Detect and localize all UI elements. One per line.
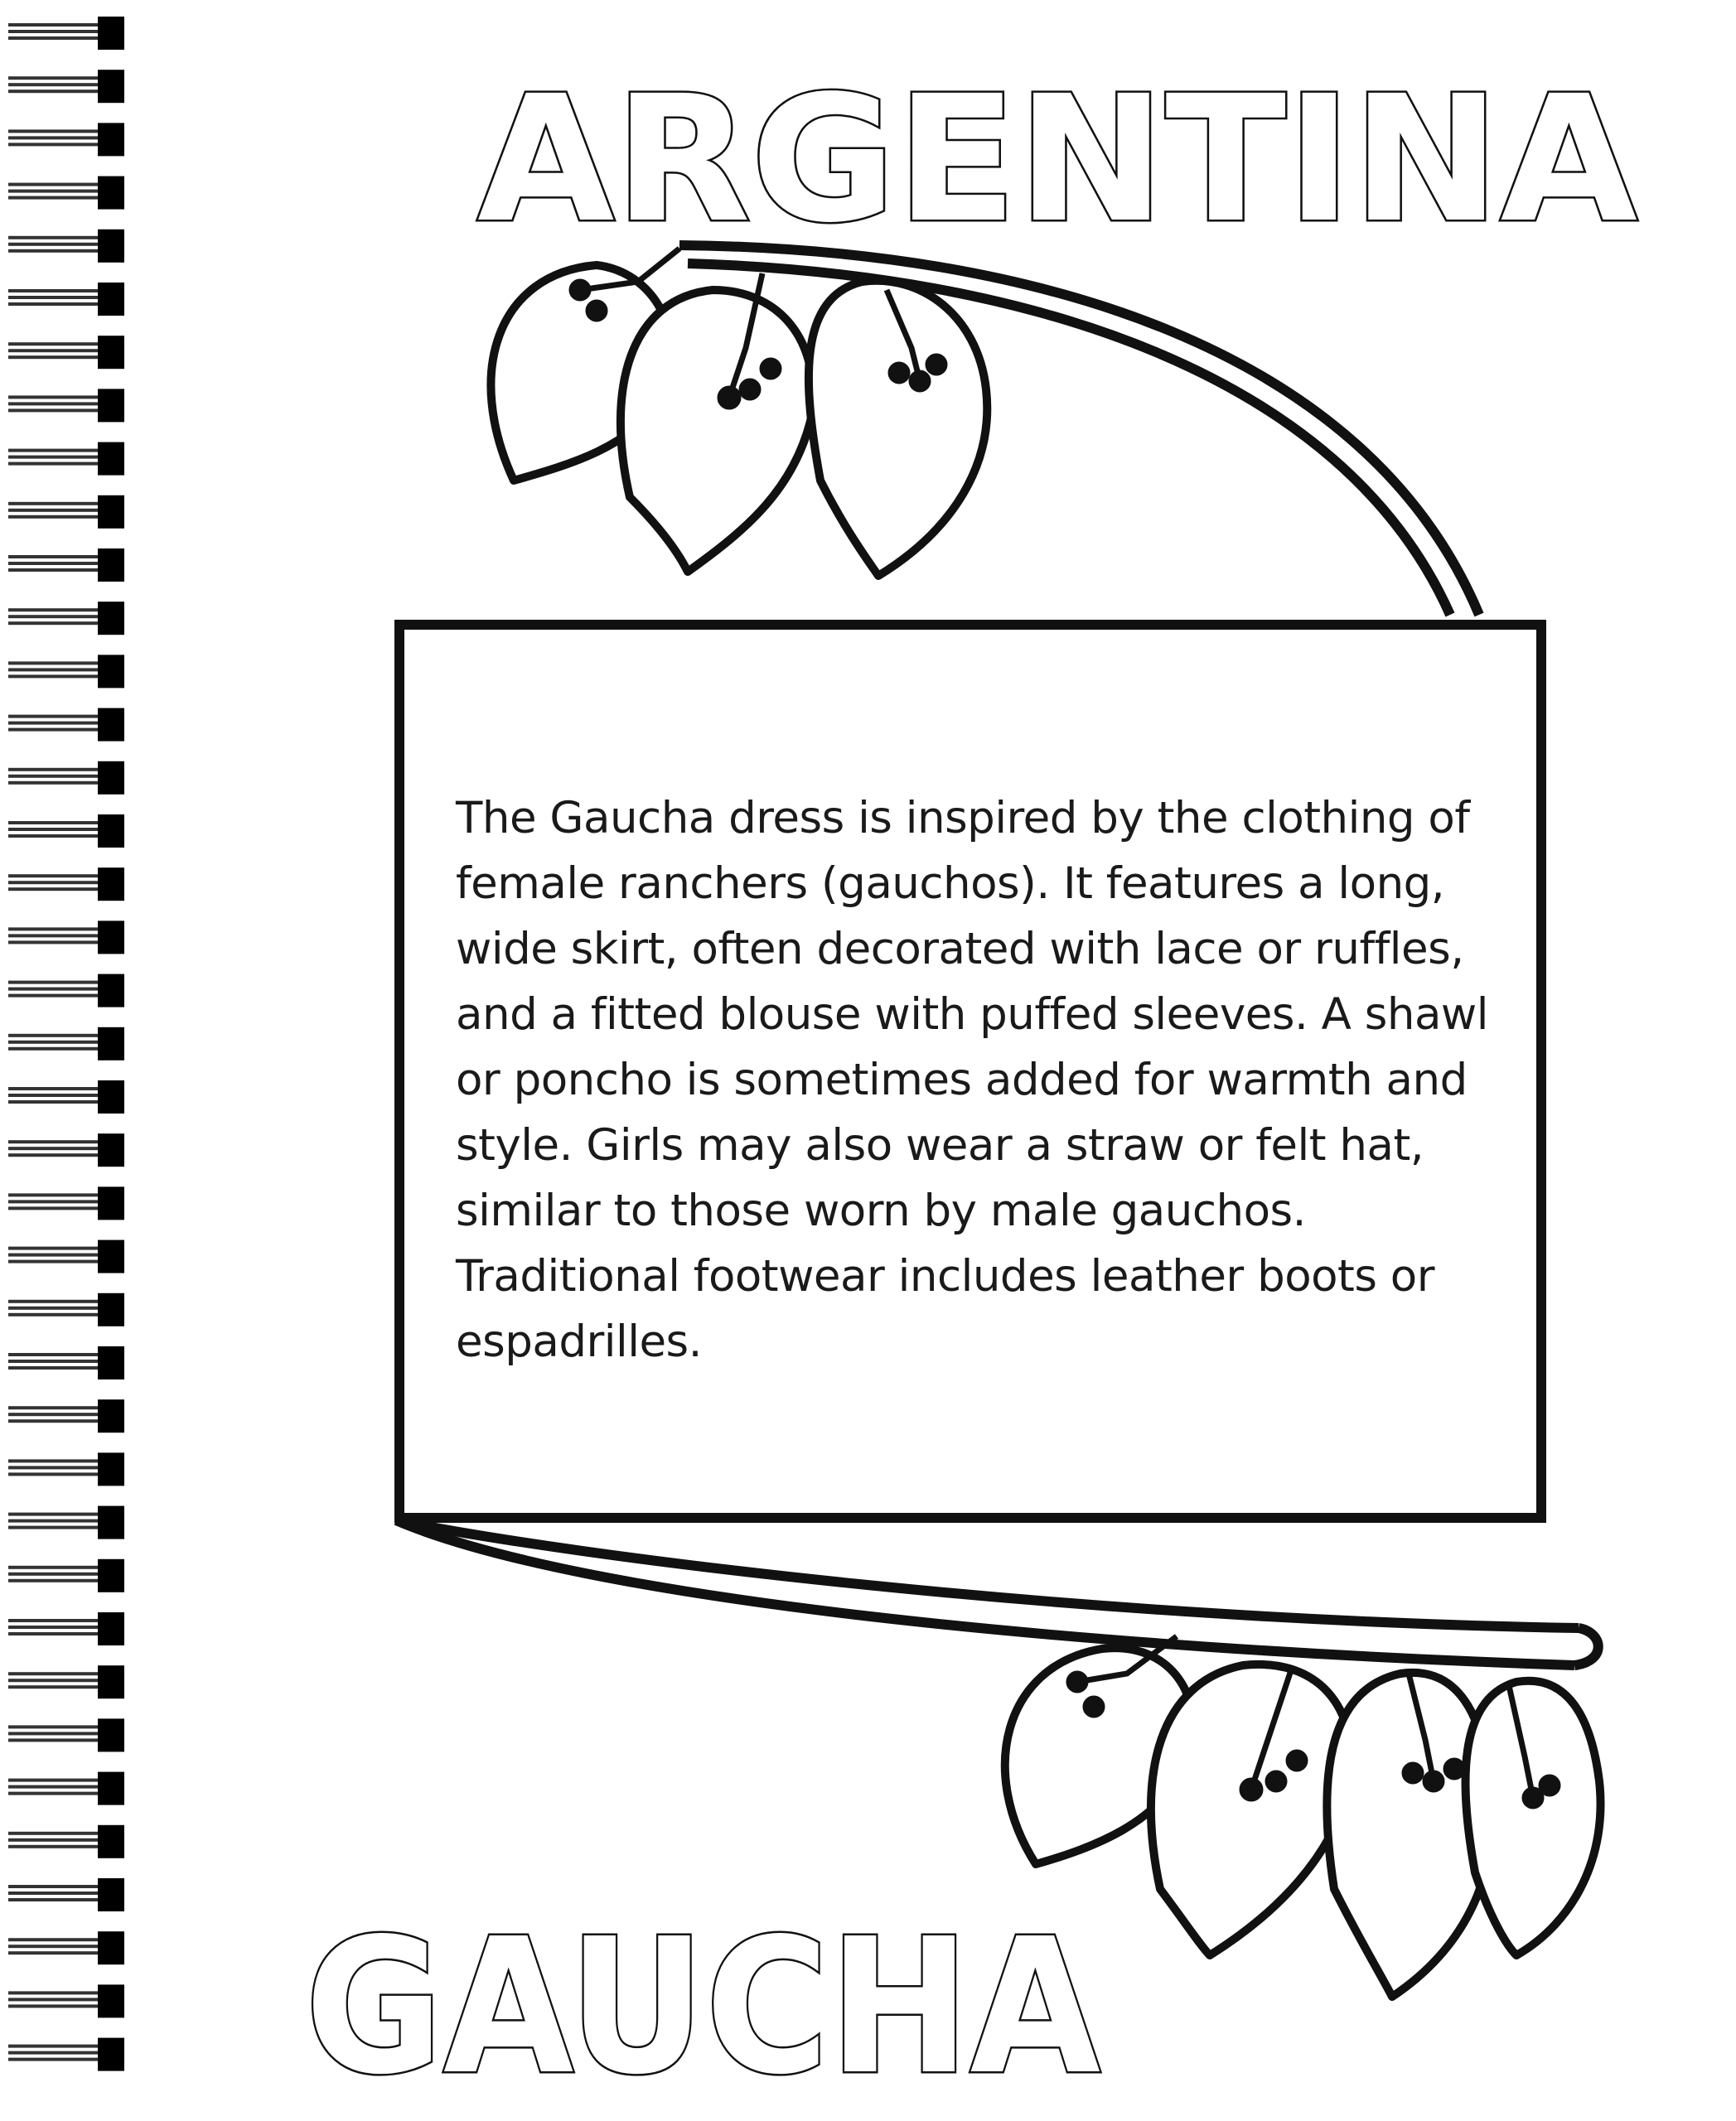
description-text: The Gaucha dress is inspired by the clothing of female ranchers (gauchos). It features a long, wide skirt, often decorated with lace or ruffles, and a fitted blouse with puffed sleeves. A shawl or poncho is sometimes added for warmth and style. Girls may also wear a straw or felt hat, similar to those worn by male gauchos. Traditional footwear includes leather boots or espadrilles.: [456, 793, 1489, 1367]
title-argentina-text: ARGENTINA: [477, 58, 1637, 261]
flower-icon: [491, 265, 987, 576]
title-gaucha: [298, 1899, 1110, 2116]
description-box: [394, 620, 1546, 1523]
title-argentina: [472, 58, 1649, 261]
title-gaucha-text: GAUCHA: [305, 1899, 1100, 2116]
